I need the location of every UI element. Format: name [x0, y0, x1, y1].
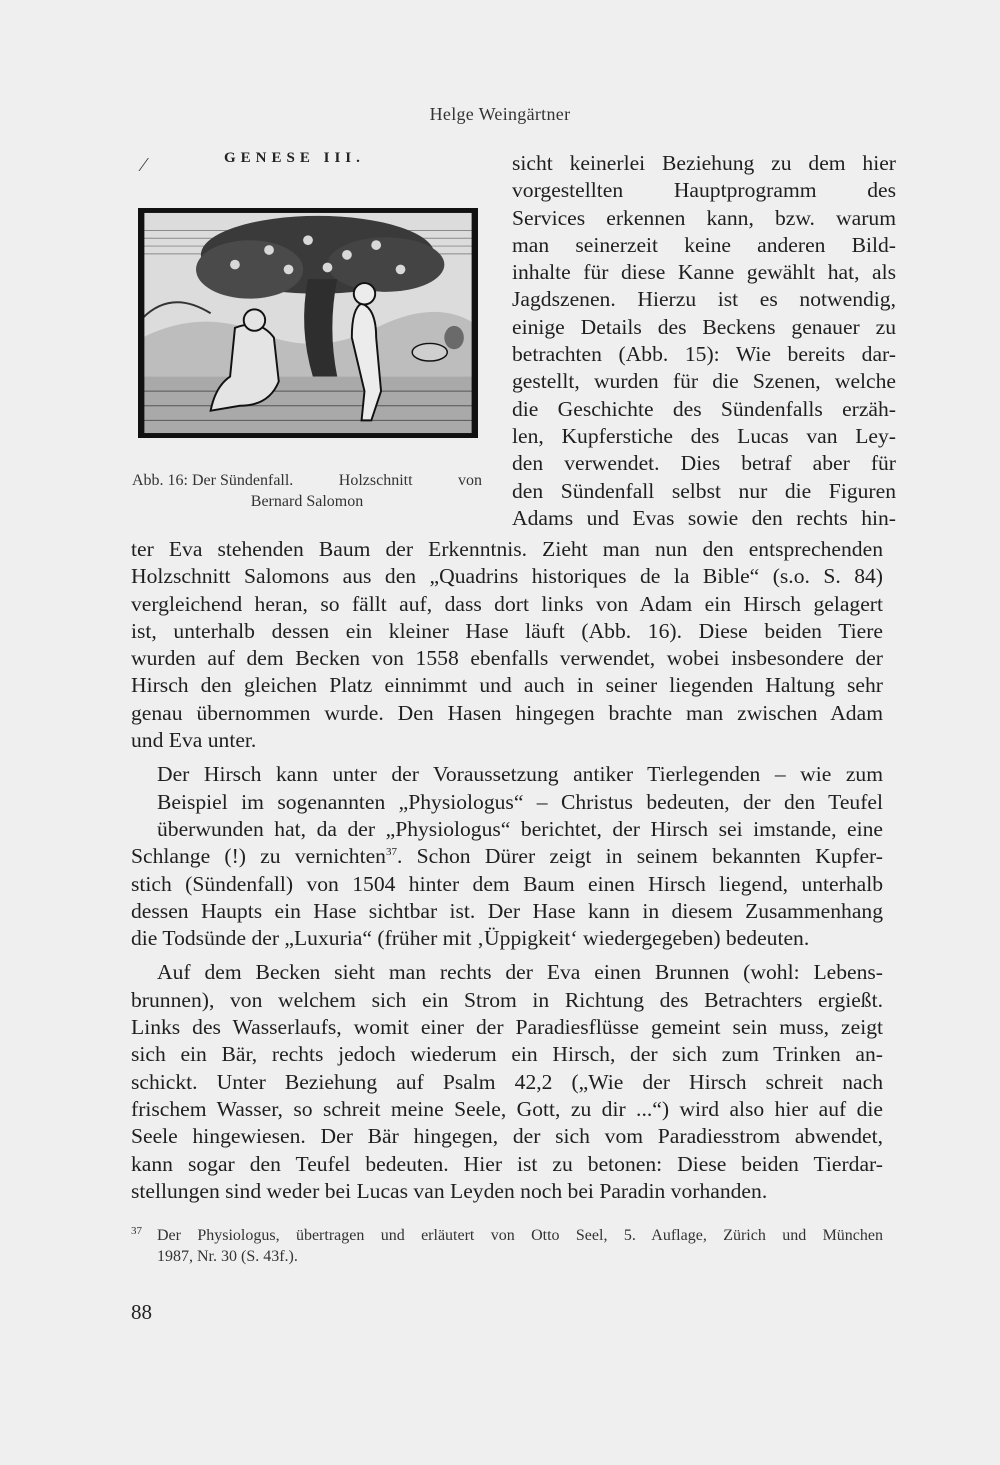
text-line: Adams und Evas sowie den rechts hin-: [512, 505, 896, 530]
footnote-number: 37: [131, 1225, 142, 1237]
text-line: wurden auf dem Becken von 1558 ebenfalls verwendet, wobei insbesondere der: [131, 646, 883, 671]
text-line: betrachten (Abb. 15): Wie bereits dar-: [512, 342, 896, 367]
caption-von: von: [457, 472, 482, 489]
figure-title: GENESE III.: [224, 150, 365, 166]
text-line: kann sogar den Teufel bedeuten. Hier ist zu betonen: Diese beiden Tierdar-: [131, 1151, 883, 1176]
footnote-line: Der Physiologus, übertragen und erläutert von Otto Seel, 5. Auflage, Zürich und München: [157, 1227, 883, 1244]
text-line: stellungen sind weder bei Lucas van Leyden noch bei Paradin vorhanden.: [131, 1178, 768, 1203]
text-line: sich ein Bär, rechts jedoch wiederum ein Hirsch, der sich zum Trinken an-: [131, 1042, 883, 1067]
text-line: Jagdszenen. Hierzu ist es notwendig,: [512, 287, 896, 312]
text-line: ter Eva stehenden Baum der Erkenntnis. Zieht man nun den entsprechenden: [131, 537, 883, 561]
text-line: Links des Wasserlaufs, womit einer der Paradiesflüsse gemeint sein muss, zeigt: [131, 1015, 883, 1040]
text-line: gestellt, wurden für die Szenen, welche: [512, 369, 896, 394]
caption-technique: Holzschnitt: [338, 472, 413, 489]
text-line: einige Details des Beckens genauer zu: [512, 314, 896, 339]
text-line: frischem Wasser, so schreit meine Seele, Gott, zu dir ...“) wird also hier auf die: [131, 1096, 883, 1121]
text-line: Der Hirsch kann unter der Voraussetzung antiker Tierlegenden – wie zum: [157, 762, 883, 787]
text-line: genau übernommen wurde. Den Hasen hingegen brachte man zwischen Adam: [131, 700, 883, 725]
text-line: den verwendet. Dies betraf aber für: [512, 451, 896, 476]
text-line: brunnen), von welchem sich ein Strom in Richtung des Betrachters ergießt.: [131, 987, 883, 1012]
text-line: Hirsch den gleichen Platz einnimmt und auch in seiner liegenden Haltung sehr: [131, 673, 883, 698]
text-line: Beispiel im sogenannten „Physiologus“ – Christus bedeuten, der den Teufel: [157, 789, 883, 814]
figure-16: [128, 150, 484, 185]
text-line: Auf dem Becken sieht man rechts der Eva einen Brunnen (wohl: Lebens-: [157, 960, 883, 985]
text-line: schickt. Unter Beziehung auf Psalm 42,2 („Wie der Hirsch schreit nach: [131, 1069, 883, 1094]
text-line: Seele hingewiesen. Der Bär hingegen, der sich vom Paradiesstrom abwendet,: [131, 1124, 883, 1149]
footnote-37: [131, 1225, 883, 1267]
text-segment: Schlange (!) zu vernichten: [131, 844, 386, 869]
paragraph-2: [131, 761, 883, 952]
text-line: sicht keinerlei Beziehung zu dem hier: [512, 151, 896, 175]
page-number: 88: [131, 1300, 152, 1324]
text-line: len, Kupferstiche des Lucas van Ley-: [512, 423, 896, 448]
woodcut-image: [138, 208, 478, 438]
text-line: man seinerzeit keine anderen Bild-: [512, 232, 896, 257]
text-line: inhalte für diese Kanne gewählt hat, als: [512, 260, 896, 285]
paragraph-1: [131, 536, 883, 754]
caption-label: Abb. 16: Der Sündenfall.: [132, 472, 294, 489]
text-line: den Sündenfall selbst nur die Figuren: [512, 478, 896, 503]
text-line: Holzschnitt Salomons aus den „Quadrins historiques de la Bible“ (s.o. S. 84): [131, 564, 883, 589]
text-line: und Eva unter.: [131, 728, 257, 753]
text-segment: . Schon Dürer zeigt in seinem bekannten Kupfer-: [396, 844, 883, 869]
figure-caption: [132, 470, 482, 512]
text-line: [131, 843, 883, 870]
text-line: vergleichend heran, so fällt auf, dass dort links von Adam ein Hirsch gelagert: [131, 591, 883, 616]
text-line: überwunden hat, da der „Physiologus“ berichtet, der Hirsch sei imstande, eine: [157, 816, 883, 841]
caption-artist: Bernard Salomon: [250, 493, 364, 510]
woodcut-illustration: [141, 211, 475, 435]
ink-mark: ⁄: [142, 154, 146, 176]
footnote-ref[interactable]: 37: [385, 846, 397, 859]
text-line: Services erkennen kann, bzw. warum: [512, 205, 896, 230]
running-head: Helge Weingärtner: [429, 104, 571, 124]
text-line: die Todsünde der „Luxuria“ (früher mit ‚Üppigkeit‘ wiedergegeben) bedeuten.: [131, 926, 810, 951]
text-line: stich (Sündenfall) von 1504 hinter dem Baum einen Hirsch liegend, unterhalb: [131, 871, 883, 896]
paragraph-3: [131, 959, 883, 1205]
body-text: [131, 536, 883, 1205]
right-column-text: [512, 150, 896, 532]
text-line: dessen Haupts ein Hase sichtbar ist. Der Hase kann in diesem Zusammenhang: [131, 898, 883, 923]
text-line: die Geschichte des Sündenfalls erzäh-: [512, 396, 896, 421]
footnote-line: 1987, Nr. 30 (S. 43f.).: [157, 1248, 298, 1265]
text-line: vorgestellten Hauptprogramm des: [512, 178, 896, 203]
text-line: ist, unterhalb dessen ein kleiner Hase läuft (Abb. 16). Diese beiden Tiere: [131, 618, 883, 643]
